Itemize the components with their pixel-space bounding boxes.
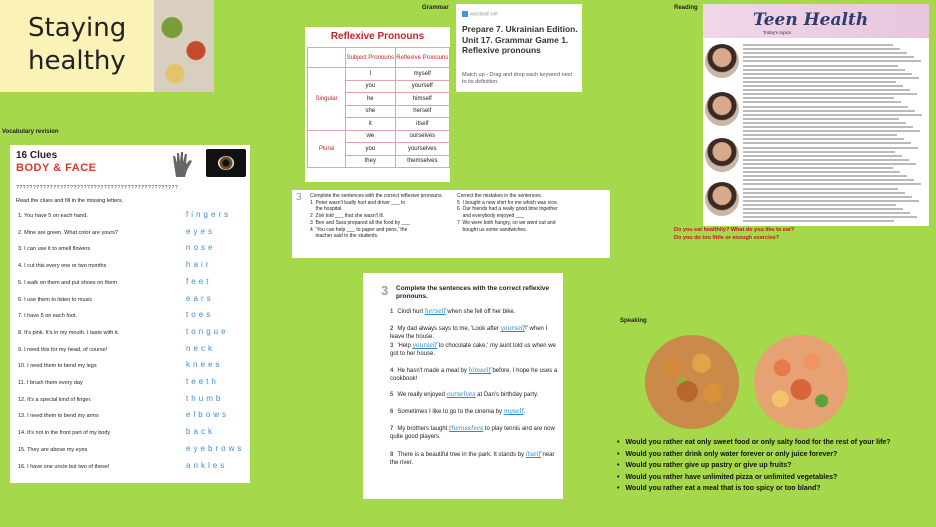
clue-answer[interactable]: b a c k [186, 427, 213, 437]
article-text-line [743, 196, 912, 198]
article-text-line [743, 73, 912, 75]
clue-text: 2. Mine are green. What color are yours? [18, 229, 118, 236]
wordwall-description: Match up - Drag and drop each keyword next to its definition. [462, 72, 573, 85]
exercise-item: 8 There is a beautiful tree in the park. It stands by itself near the river. [390, 451, 555, 466]
clue-answer[interactable]: t h u m b [186, 393, 221, 403]
clue-answer[interactable]: h a i r [186, 260, 209, 270]
article-text-line [743, 188, 898, 190]
singular-label: Singular [308, 68, 346, 131]
clue-text: 7. I have 5 on each foot. [18, 313, 78, 320]
subject-cell: she [346, 105, 396, 118]
subject-cell: it [346, 118, 396, 131]
subject-cell: you [346, 143, 396, 156]
clue-answer[interactable]: k n e e s [186, 360, 220, 370]
reading-label: Reading [674, 5, 698, 11]
clue-row [18, 226, 250, 242]
exercise-right-column: Correct the mistakes in the sentences. 5 I bought a new shirt for me which was nice. 6 Our friends had a really good time together and everybody enjoyed ___ 7 We were both hungry, so we went out and bought us some sandwiches. [457, 193, 559, 233]
reflexive-cell: ourselves [395, 130, 449, 143]
article-text-line [743, 142, 911, 144]
sweet-pastry-photo [645, 335, 739, 429]
speaking-question: • Would you rather give up pastry or give up fruits? [617, 460, 891, 472]
salty-snacks-photo [754, 335, 848, 429]
handwritten-answer[interactable]: himself [468, 367, 491, 374]
article-text-line [743, 81, 896, 83]
clue-answer[interactable]: e l b o w s [186, 410, 227, 420]
clue-text: 4. I cut this every one or two months [18, 263, 107, 270]
exercise-fill-in-card[interactable]: 3 Complete the sentences with the correct reflexive pronouns. 1 Cindi hurt herself when she fell off her bike. 2 My dad always says to me, 'Look after yourself!' when I leave the house. 3 'Help yourself to chocolate cake,' my aunt told us when we got to her house. 4 He hasn't made a meal by himself before. I hope he uses a cookbook! 5 We really enjoyed ourselves at Dan's birthday party. 6 Sometimes I like to go to the cinema by myself. 7 My brothers taught themselves to play tennis and are now quite good players. 8 There is a beautiful tree in the park. It stands by itself near the river. [363, 273, 563, 499]
clue-text: 16. I have one uncle but two of these! [18, 463, 110, 470]
clues-instruction: Read the clues and fill in the missing letters. [16, 198, 124, 204]
wordwall-logo: wordwall.net [462, 11, 498, 17]
teen-health-title: Teen Health [753, 10, 869, 30]
clue-answer[interactable]: n e c k [186, 343, 213, 353]
article-text-line [743, 106, 908, 108]
clue-answer[interactable]: f e e t [186, 276, 209, 286]
clues-decoration: ???????????????????????????????????????????????? [16, 185, 179, 191]
reflexive-cell: itself [395, 118, 449, 131]
exercise-item: 7 My brothers taught themselves to play tennis and are now quite good players. [390, 425, 555, 440]
title-text: Staying healthy [28, 13, 127, 76]
article-text-line [743, 110, 915, 112]
plural-label: Plural [308, 130, 346, 168]
subject-cell: they [346, 155, 396, 168]
clue-row [18, 326, 250, 342]
clue-answer[interactable]: e y e s [186, 226, 213, 236]
subject-cell: I [346, 68, 396, 81]
article-text-line [743, 220, 894, 222]
teen-photo [705, 138, 739, 172]
speaking-question: • Would you rather drink only water forever or only juice forever? [617, 449, 891, 461]
clue-row [18, 293, 250, 309]
clue-text: 1. You have 5 on each hand. [18, 213, 88, 219]
teen-photo [705, 44, 739, 78]
article-text-line [743, 175, 907, 177]
exercise-item: 1 Cindi hurt herself when she fell off her bike. [390, 308, 516, 315]
handwritten-answer[interactable]: myself [503, 408, 524, 415]
clue-text: 10. I need them to bend my legs [18, 363, 97, 370]
article-text-line [743, 167, 893, 169]
article-text-line [743, 208, 903, 210]
clues-subtitle: BODY & FACE [16, 162, 97, 174]
clue-text: 3. I can use it to smell flowers [18, 246, 91, 253]
speaking-label: Speaking [620, 318, 647, 324]
article-text-line [743, 56, 914, 58]
clue-text: 6. I use them to listen to music [18, 296, 93, 303]
reflexive-cell: myself [395, 68, 449, 81]
reading-questions: Do you eat healthily? What do you like to eat? Do you do too little or enough exercise? [674, 227, 795, 241]
article-text-line [743, 171, 900, 173]
exercise-sentences-card[interactable]: 3 Complete the sentences with the correct reflexive pronouns. 1 Peter wasn't badly hurt and driver ___ to the hospital. 2 Zoë told ___ that she wasn't ill. 3 Ben and Sara prepared all the food by ___ 4 'You can help ___ to paper and pens,' the teacher said to the students. Correct the mistakes in the sentences. 5 I bought a new shirt for me which was nice. 6 Our friends had a really good time together and everybody enjoyed ___ 7 We were both hungry, so we went out and bought us some sandwiches. [292, 190, 610, 258]
article-text-line [743, 77, 919, 79]
article-text-line [743, 138, 904, 140]
clue-row [18, 359, 250, 375]
clue-text: 5. I walk on them and put shoes on them [18, 279, 118, 286]
title-card[interactable] [0, 0, 214, 92]
vocabulary-label: Vocabulary revision [2, 129, 59, 135]
article-text-line [743, 204, 896, 206]
clue-answer[interactable]: e y e b r o w s [186, 443, 242, 453]
handwritten-answer[interactable]: yourself [500, 325, 526, 332]
clue-row [18, 443, 250, 459]
clue-row [18, 460, 250, 476]
article-text-line [743, 85, 903, 87]
subject-cell: he [346, 93, 396, 106]
clue-row [18, 242, 250, 258]
article-text-line [743, 44, 893, 46]
handwritten-answer[interactable]: themselves [449, 425, 484, 432]
clue-answer[interactable]: a n k l e s [186, 460, 225, 470]
exercise-heading: Complete the sentences with the correct reflexive pronouns. [396, 285, 550, 300]
article-text-line [743, 114, 922, 116]
clue-row [18, 409, 250, 425]
clue-row [18, 259, 250, 275]
handwritten-answer[interactable]: itself [525, 451, 541, 458]
article-text-line [743, 147, 918, 149]
teen-photo [705, 182, 739, 216]
clue-row [18, 309, 250, 325]
clue-row [18, 343, 250, 359]
speaking-question: • Would you rather eat a meal that is too spicy or too bland? [617, 483, 891, 495]
reflexive-table [307, 47, 450, 168]
speaking-question: • Would you rather have unlimited pizza or unlimited vegetables? [617, 472, 891, 484]
article-text-line [743, 130, 920, 132]
clue-answer[interactable]: e a r s [186, 293, 212, 303]
article-text-line [743, 60, 921, 62]
article-text-line [743, 179, 914, 181]
article-text-line [743, 122, 906, 124]
clue-text: 15. They are above my eyes [18, 446, 88, 453]
handwritten-answer[interactable]: yourself [412, 342, 438, 349]
article-text-line [743, 200, 919, 202]
hand-icon [170, 150, 196, 178]
wordwall-link-card[interactable] [456, 4, 582, 92]
clue-text: 9. I need this for my head, of course! [18, 346, 108, 353]
clue-answer[interactable]: t o n g u e [186, 326, 226, 336]
article-text-line [743, 101, 901, 103]
article-text-line [743, 159, 909, 161]
exercise-item: 2 My dad always says to me, 'Look after yourself!' when I leave the house. [390, 325, 548, 340]
article-text-line [743, 97, 894, 99]
clue-row [18, 376, 250, 392]
speaking-questions-list [617, 437, 891, 495]
article-text-line [743, 52, 907, 54]
clues-worksheet[interactable] [10, 145, 250, 483]
exercise-item: 4 He hasn't made a meal by himself before. I hope he uses a cookbook! [390, 367, 558, 382]
subject-cell: we [346, 130, 396, 143]
teen-health-header [703, 4, 929, 38]
teen-health-subtitle: Today's topics [763, 30, 792, 35]
reflexive-pronouns-table-card[interactable] [305, 27, 450, 182]
handwritten-answer[interactable]: ourselves [446, 391, 476, 398]
article-text-line [743, 163, 916, 165]
teen-health-article[interactable] [703, 4, 929, 226]
article-text-line [743, 134, 897, 136]
reflexive-table-title: Reflexive Pronouns [330, 31, 425, 42]
reflexive-cell: themselves [395, 155, 449, 168]
clue-text: 11. I brush them every day [18, 380, 83, 386]
article-text-line [743, 155, 902, 157]
reflexive-cell: yourselves [395, 143, 449, 156]
clue-answer[interactable]: n o s e [186, 243, 213, 253]
clue-row [18, 276, 250, 292]
clue-text: 12. It's a special kind of finger. [18, 396, 92, 403]
grammar-label: Grammar [422, 5, 449, 11]
clue-text: 13. I need them to bend my arms [18, 413, 99, 420]
reflexive-cell: herself [395, 105, 449, 118]
article-text-line [743, 183, 921, 185]
clues-title: 16 Clues [16, 150, 58, 161]
article-text-line [743, 118, 899, 120]
article-text-line [743, 212, 910, 214]
article-text-line [743, 48, 900, 50]
clue-answer[interactable]: f i n g e r s [186, 210, 229, 219]
eye-icon [206, 149, 246, 177]
reflexive-cell: himself [395, 93, 449, 106]
speaking-question: • Would you rather eat only sweet food or only salty food for the rest of your life? [617, 437, 891, 449]
exercise-item: 3 'Help yourself to chocolate cake,' my aunt told us when we got to her house. [390, 342, 556, 357]
col-reflexive-header: Reflexive Pronouns [395, 48, 449, 68]
article-text-line [743, 151, 895, 153]
exercise-left-column: Complete the sentences with the correct reflexive pronouns. 1 Peter wasn't badly hurt and driver ___ to the hospital. 2 Zoë told ___ that she wasn't ill. 3 Ben and Sara prepared all the food by ___ 4 'You can help ___ to paper and pens,' the teacher said to the students. [310, 193, 443, 240]
article-text-line [743, 65, 898, 67]
teen-photo [705, 92, 739, 126]
clue-row [18, 426, 250, 442]
clue-answer[interactable]: t o e s [186, 310, 211, 320]
clue-row [18, 393, 250, 409]
article-text-line [743, 69, 905, 71]
clue-answer[interactable]: t e e t h [186, 377, 217, 386]
reflexive-cell: yourself [395, 80, 449, 93]
article-text-line [743, 93, 917, 95]
article-text-line [743, 216, 917, 218]
article-text-line [743, 192, 905, 194]
vegetables-photo [154, 0, 214, 92]
clue-text: 8. It's pink. It's in my mouth. I taste with it. [18, 329, 120, 336]
article-text-line [743, 89, 910, 91]
exercise-item: 6 Sometimes I like to go to the cinema by myself. [390, 408, 526, 415]
handwritten-answer[interactable]: herself [424, 308, 446, 315]
wordwall-title[interactable]: Prepare 7. Ukrainian Edition. Unit 17. Grammar Game 1. Reflexive pronouns [462, 24, 578, 55]
article-text-line [743, 126, 913, 128]
exercise-item: 5 We really enjoyed ourselves at Dan's birthday party. [390, 391, 539, 398]
subject-cell: you [346, 80, 396, 93]
clue-row [18, 209, 250, 225]
col-subject-header: Subject Pronouns [346, 48, 396, 68]
clue-text: 14. It's not in the front part of my body [18, 430, 111, 437]
wordwall-logo-icon [462, 11, 468, 17]
